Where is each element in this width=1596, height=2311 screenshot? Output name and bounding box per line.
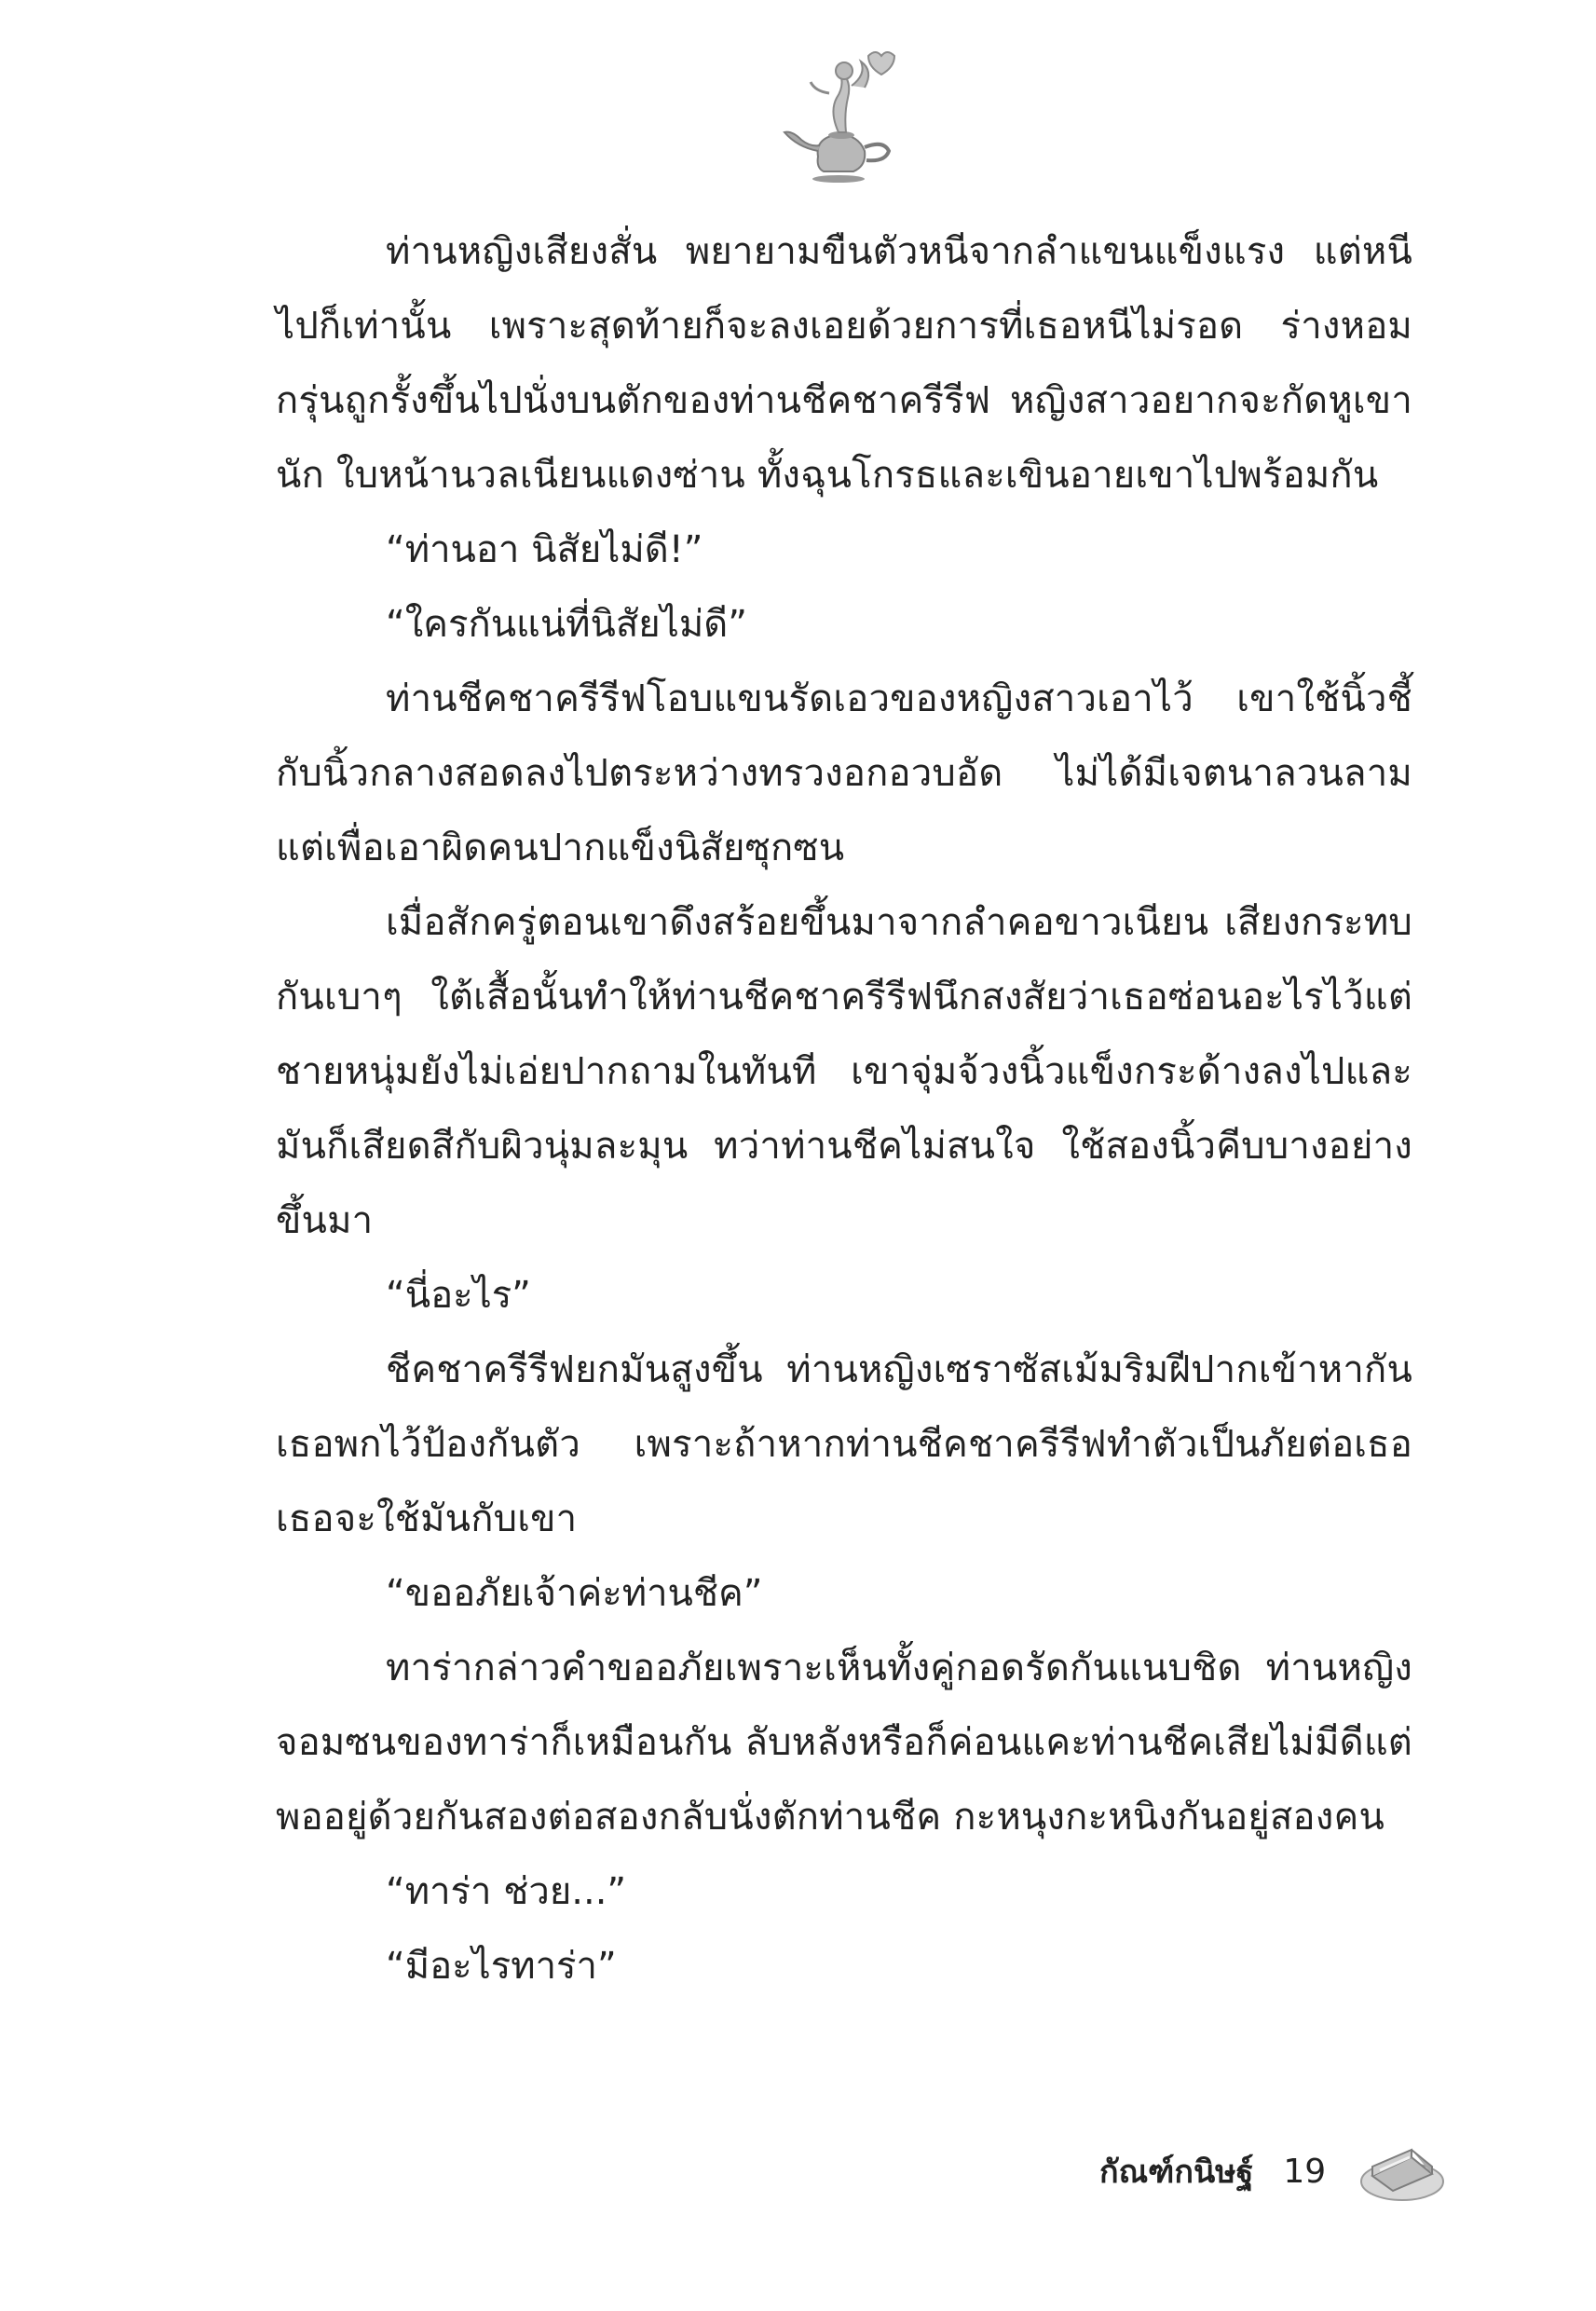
cake-slice-icon (1356, 2139, 1445, 2204)
paragraph: ชีคชาครีรีฟยกมันสูงขึ้น ท่านหญิงเซราซัสเม้มริมฝีปากเข้าหากันเธอพกไว้ป้องกันตัว เพราะถ้าหากท่านชีคชาครีรีฟทำตัวเป็นภัยต่อเธอเธอจะใช้มันกับเขา (276, 1348, 1412, 1540)
paragraph: ท่านหญิงเสียงสั่น พยายามขืนตัวหนีจากลำแขนแข็งแรง แต่หนีไปก็เท่านั้น เพราะสุดท้ายก็จะลงเอยด้วยการที่เธอหนีไม่รอด ร่างหอมกรุ่นถูกรั้งขึ้นไปนั่งบนตักของท่านชีคชาครีรีฟ หญิงสาวอยากจะกัดหูเขานัก ใบหน้านวลเนียนแดงซ่าน ทั้งฉุนโกรธและเขินอายเขาไปพร้อมกัน (276, 230, 1412, 497)
dialogue-line: “ท่านอา นิสัยไม่ดี!” (386, 528, 703, 571)
paragraph: ทาร่ากล่าวคำขออภัยเพราะเห็นทั้งคู่กอดรัดกันแนบชิด ท่านหญิงจอมซนของทาร่าก็เหมือนกัน ลับหลังหรือก็ค่อนแคะท่านชีคเสียไม่มีดีแต่พออยู่ด้วยกันสองต่อสองกลับนั่งตักท่านชีค กะหนุงกะหนิงกันอยู่สองคน (276, 1647, 1412, 1839)
book-title: กัณฑ์กนิษฐ์ (1099, 2154, 1254, 2191)
page-number: 19 (1283, 2152, 1327, 2191)
paragraph: ท่านชีคชาครีรีฟโอบแขนรัดเอวของหญิงสาวเอาไว้ เขาใช้นิ้วชี้กับนิ้วกลางสอดลงไปตระหว่างทรวงอกอวบอัด ไม่ได้มีเจตนาลวนลามแต่เพื่อเอาผิดคนปากแข็งนิสัยซุกซน (276, 677, 1412, 869)
dialogue-line: “ใครกันแน่ที่นิสัยไม่ดี” (386, 603, 747, 646)
dialogue-line: “มีอะไรทาร่า” (386, 1945, 617, 1988)
teapot-genie-lamp-icon (764, 47, 904, 186)
body-text (276, 214, 1412, 2003)
page-footer (1099, 2134, 1445, 2208)
dialogue-line: “นี่อะไร” (386, 1274, 531, 1317)
dialogue-line: “ทาร่า ช่วย...” (386, 1870, 627, 1913)
paragraph: เมื่อสักครู่ตอนเขาดึงสร้อยขึ้นมาจากลำคอขาวเนียน เสียงกระทบกันเบาๆ ใต้เสื้อนั้นทำให้ท่านชีคชาครีรีฟนึกสงสัยว่าเธอซ่อนอะไรไว้แต่ชายหนุ่มยังไม่เอ่ยปากถามในทันที เขาจุ่มจ้วงนิ้วแข็งกระด้างลงไปและมันก็เสียดสีกับผิวนุ่มละมุน ทว่าท่านชีคไม่สนใจ ใช้สองนิ้วคีบบางอย่างขึ้นมา (276, 901, 1412, 1242)
dialogue-line: “ขออภัยเจ้าค่ะท่านชีค” (386, 1572, 763, 1615)
